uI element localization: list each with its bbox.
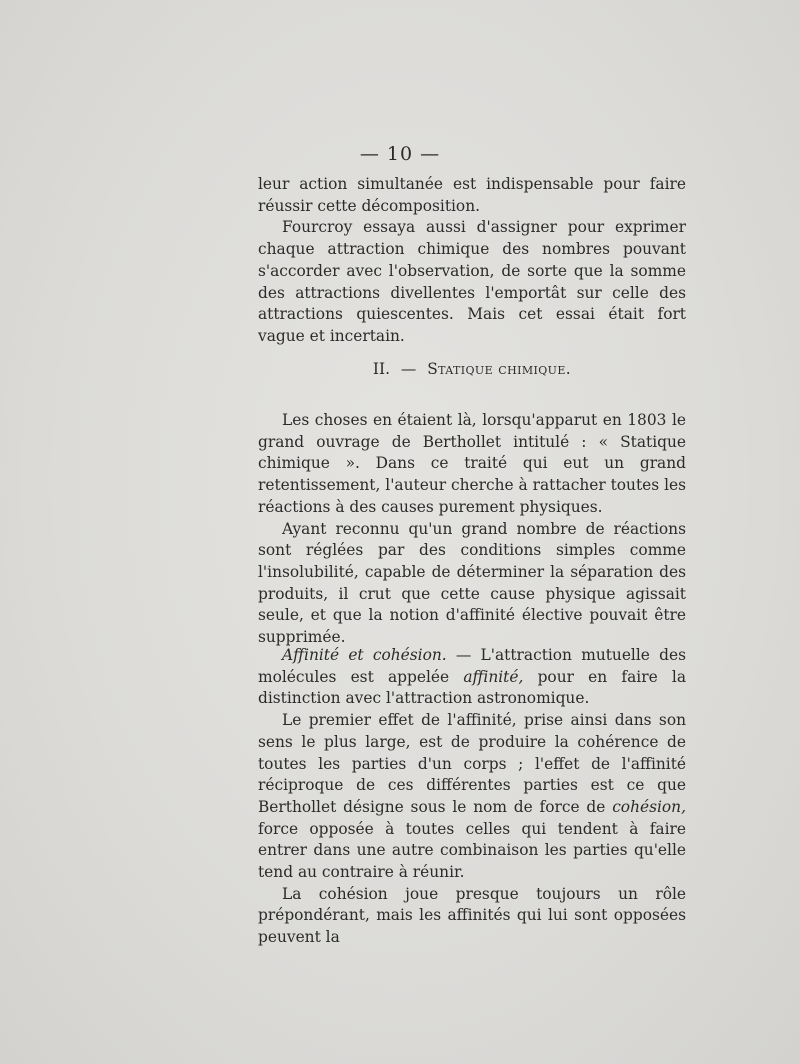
paragraph-cohesion-definition bbox=[258, 710, 686, 884]
term-cohesion: cohésion, bbox=[612, 797, 686, 816]
paragraph-fourcroy: Fourcroy essaya aussi d'assigner pour exprimer chaque attraction chimique des nombres pouvant s'accorder avec l'observation, de sorte que la somme des attractions divellentes l'emportât sur celle des attractions quiescentes. Mais cet essai était fort vague et incertain. bbox=[258, 218, 686, 345]
section-dash: — bbox=[400, 360, 417, 378]
text-block-bottom bbox=[258, 645, 686, 949]
section-number: II. bbox=[372, 360, 390, 378]
paragraph-affinite-text-a: — L'attraction mutuelle des molécules est appelée bbox=[258, 646, 686, 686]
paragraph-berthollet: Les choses en étaient là, lorsqu'apparut en 1803 le grand ouvrage de Berthollet intitulé : « Statique chimique ». Dans ce traité qui eut un grand retentissement, l'auteur cherche à rattacher toutes les réactions à des causes purement physiques. bbox=[258, 411, 686, 516]
text-block-top bbox=[258, 174, 686, 348]
paragraph-affinite bbox=[258, 645, 686, 710]
paragraph-affinite-text-b: pour en faire la distinction avec l'attraction astronomique. bbox=[258, 667, 686, 708]
page-number: — 10 — bbox=[359, 143, 441, 165]
text-block-middle bbox=[258, 410, 686, 649]
term-affinite: affinité, bbox=[463, 667, 524, 686]
paragraph-insolubilite: Ayant reconnu qu'un grand nombre de réactions sont réglées par des conditions simples comme l'insolubilité, capable de déterminer la séparation des produits, il crut que cette cause physique agissait seule, et que la notion d'affinité élective pouvait être supprimée. bbox=[258, 519, 686, 647]
paragraph-continuation: leur action simultanée est indispensable pour faire réussir cette décomposition. bbox=[258, 175, 686, 215]
paragraph-cohesion-role: La cohésion joue presque toujours un rôle prépondérant, mais les affinités qui lui sont opposées peuvent la bbox=[258, 884, 686, 947]
paragraph-cohesion-text-a: Le premier effet de l'affinité, prise ainsi dans son sens le plus large, est de produire la cohérence de toutes les parties d'un corps ; l'effet de l'affinité réciproque de ces différentes parties est ce que Berthollet désigne sous le nom de force de bbox=[258, 711, 686, 816]
paragraph-cohesion-text-b: force opposée à toutes celles qui tendent à faire entrer dans une autre combinaison les parties qu'elle tend au contraire à réunir. bbox=[258, 819, 686, 882]
section-title: Statique chimique. bbox=[427, 360, 572, 378]
subheading-affinite-cohesion: Affinité et cohésion. bbox=[282, 646, 447, 664]
section-heading bbox=[258, 358, 686, 380]
